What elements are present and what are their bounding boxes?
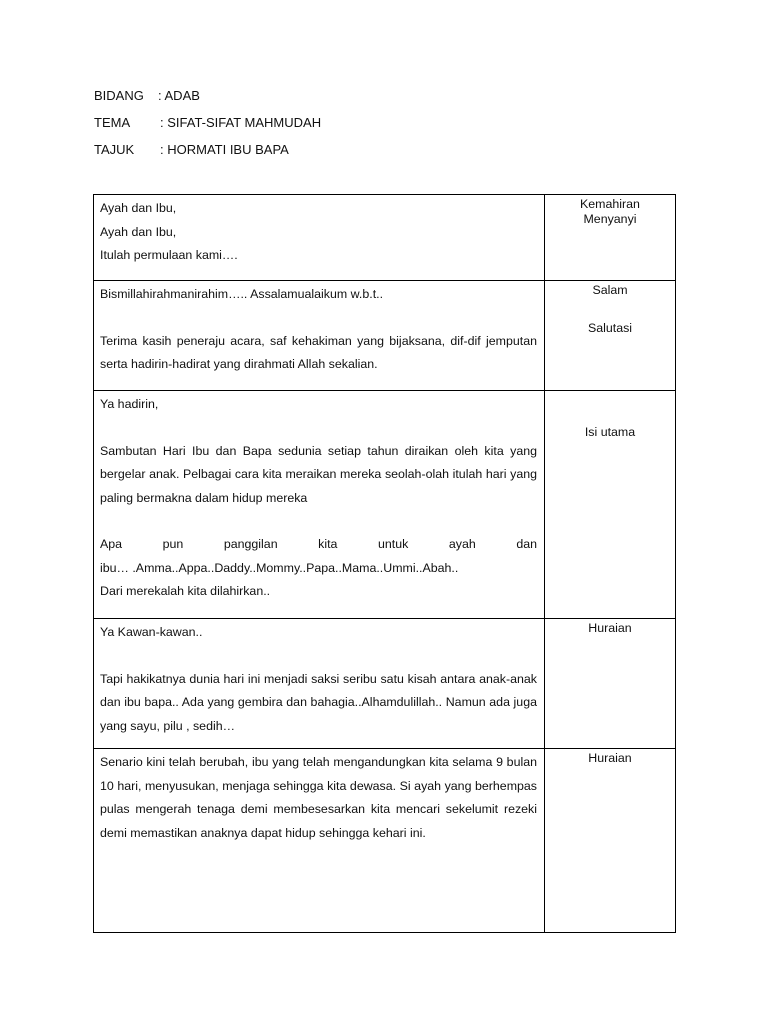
body-paragraph: Senario kini telah berubah, ibu yang telah mengandungkan kita selama 9 bulan 10 hari, menyusukan, menjaga sehingga kita dewasa. Si ayah yang berhempas pulas mengerah tenaga demi membesesarkan kita mencari sekelumit rezeki demi memastikan anaknya dapat hidup sehingga kehari ini.	[100, 755, 537, 840]
row-skill	[545, 391, 676, 619]
tajuk-label: TAJUK	[94, 142, 135, 157]
bidang-separator: :	[158, 88, 165, 103]
row-content	[94, 749, 545, 933]
row-skill	[545, 195, 676, 281]
body-paragraph-line: Apa pun panggilan kita untuk ayah dan	[100, 537, 537, 551]
skill-label: Huraian	[588, 621, 632, 635]
salutation-text: Terima kasih peneraju acara, saf kehakiman yang bijaksana, dif-dif jemputan serta hadirin-hadirat yang dirahmati Allah sekalian.	[100, 333, 537, 371]
table-row	[94, 281, 676, 391]
tema-separator: :	[160, 115, 168, 130]
tema-label: TEMA	[94, 115, 131, 130]
table-row	[94, 749, 676, 933]
row-content	[94, 391, 545, 619]
body-paragraph-line: ibu… .Amma..Appa..Daddy..Mommy..Papa..Mama..Ummi..Abah..	[100, 560, 459, 575]
address-text: Ya hadirin,	[100, 397, 159, 411]
skill-label: Huraian	[588, 751, 632, 765]
greeting-text: Bismillahirahmanirahim….. Assalamualaikum w.b.t..	[100, 287, 384, 301]
body-paragraph: Tapi hakikatnya dunia hari ini menjadi saksi seribu satu kisah antara anak-anak dan ibu bapa.. Ada yang gembira dan bahagia..Alhamdulillah.. Namun ada juga yang sayu, pilu , sedih…	[100, 671, 537, 733]
skill-label: Isi utama	[584, 425, 636, 439]
song-line: Itulah permulaan kami….	[100, 248, 238, 262]
bidang-value: ADAB	[164, 88, 200, 103]
song-line: Ayah dan Ibu,	[100, 201, 177, 215]
address-text: Ya Kawan-kawan..	[100, 625, 203, 639]
table-row	[94, 391, 676, 619]
header-bidang	[94, 86, 321, 113]
tajuk-value: HORMATI IBU BAPA	[167, 142, 289, 157]
skill-label: Salam	[592, 283, 628, 297]
header-tema	[94, 113, 321, 140]
tajuk-separator: :	[160, 142, 168, 157]
header-tajuk	[94, 140, 321, 167]
row-content	[94, 281, 545, 391]
skill-label: Salutasi	[587, 321, 633, 335]
bidang-label: BIDANG	[94, 88, 144, 103]
tema-value: SIFAT-SIFAT MAHMUDAH	[167, 115, 322, 130]
table-row	[94, 619, 676, 749]
row-skill	[545, 619, 676, 749]
document-header	[94, 86, 321, 167]
body-paragraph: Sambutan Hari Ibu dan Bapa sedunia setiap tahun diraikan oleh kita yang bergelar anak. Pelbagai cara kita meraikan mereka seolah-olah itulah hari yang paling bermakna dalam hidup mereka	[100, 443, 537, 505]
row-skill	[545, 281, 676, 391]
table-row	[94, 195, 676, 281]
row-skill	[545, 749, 676, 933]
lesson-table	[93, 194, 676, 933]
row-content	[94, 619, 545, 749]
skill-label: Kemahiran	[580, 197, 640, 211]
row-content	[94, 195, 545, 281]
skill-label: Menyanyi	[583, 212, 637, 226]
body-paragraph-line: Dari merekalah kita dilahirkan..	[100, 584, 271, 598]
song-line: Ayah dan Ibu,	[100, 224, 177, 239]
